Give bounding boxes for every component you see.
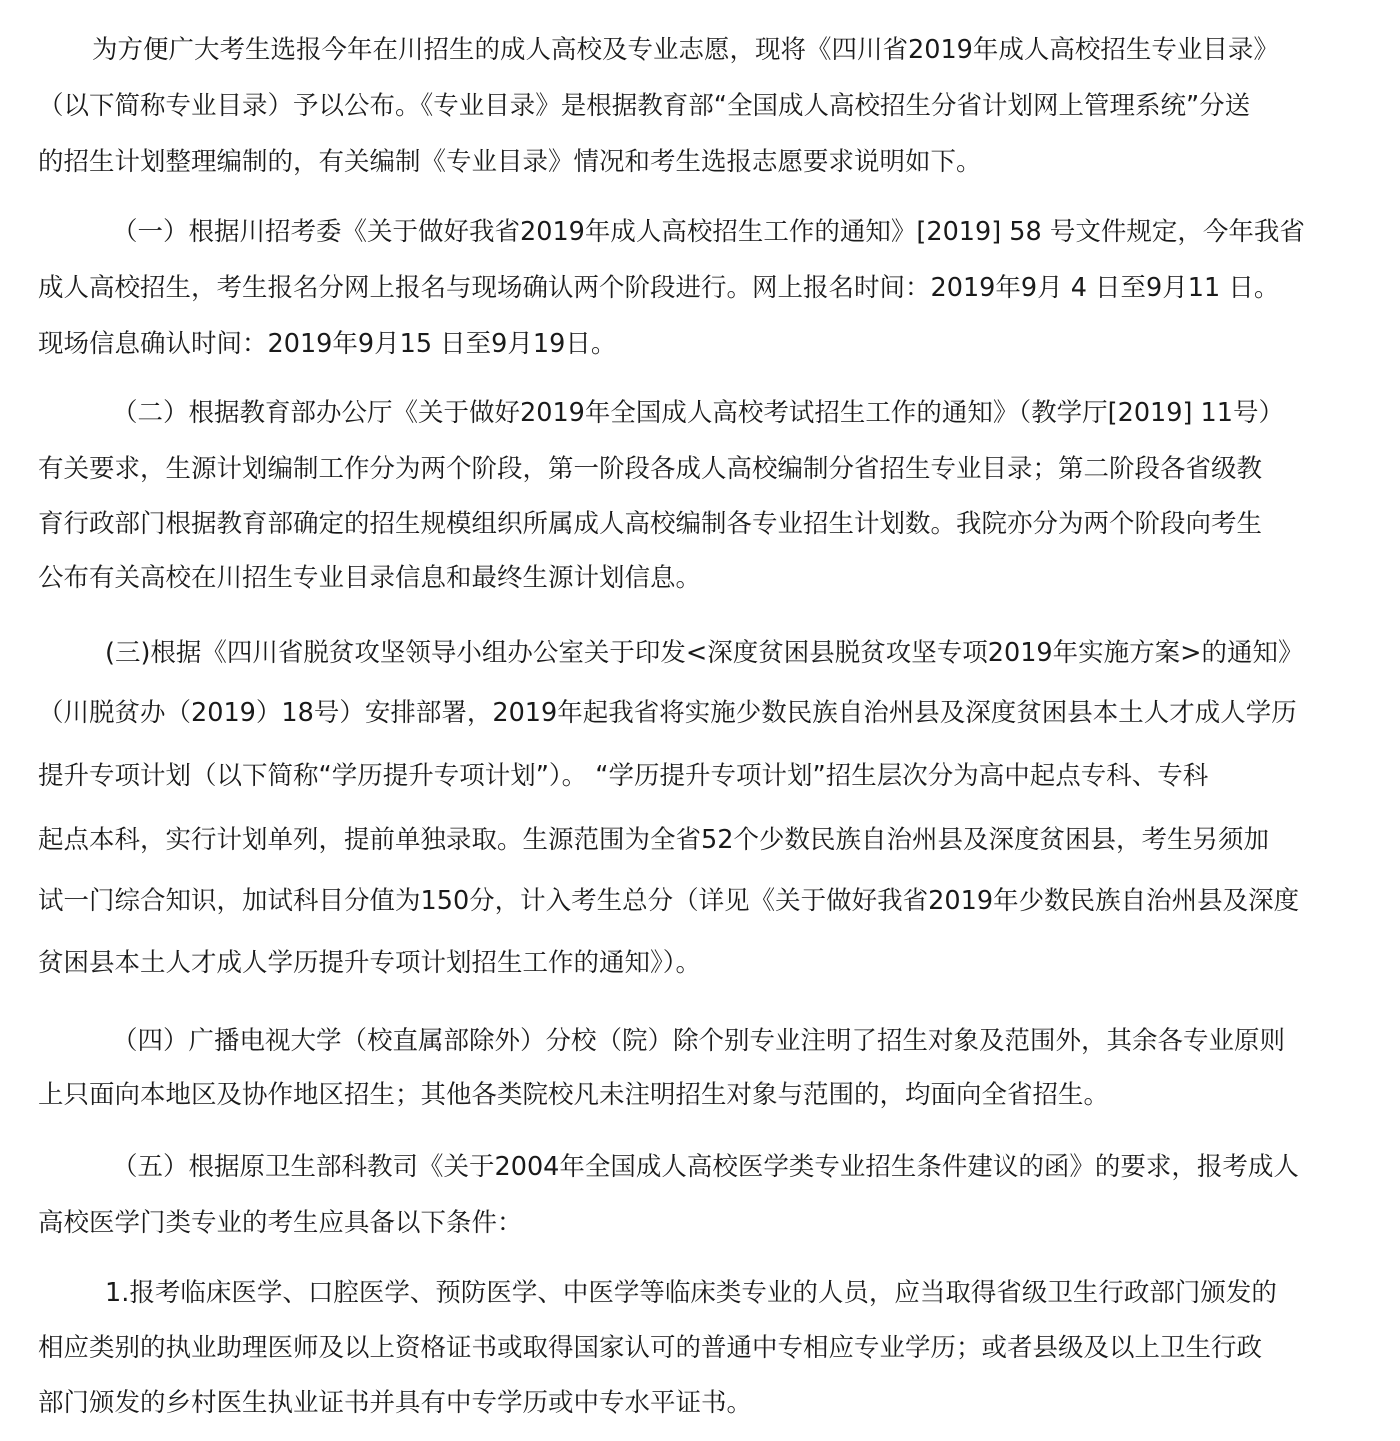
paragraph-7-line-1: 1.报考临床医学、口腔医学、预防医学、中医学等临床类专业的人员，应当取得省级卫生行政部门颁发的 [105, 1278, 1277, 1308]
paragraph-4-line-2: （川脱贫办（2019）18号）安排部署，2019年起我省将实施少数民族自治州县及深度贫困县本土人才成人学历 [38, 698, 1297, 728]
paragraph-2-line-2: 成人高校招生，考生报名分网上报名与现场确认两个阶段进行。网上报名时间：2019年9月 4 日至9月11 日。 [38, 273, 1280, 303]
paragraph-1-line-3: 的招生计划整理编制的，有关编制《专业目录》情况和考生选报志愿要求说明如下。 [38, 147, 982, 177]
paragraph-5-line-2: 上只面向本地区及协作地区招生；其他各类院校凡未注明招生对象与范围的，均面向全省招生。 [38, 1080, 1110, 1110]
paragraph-4-line-5: 试一门综合知识，加试科目分值为150分，计入考生总分（详见《关于做好我省2019年少数民族自治州县及深度 [38, 886, 1300, 916]
paragraph-3-line-2: 有关要求，生源计划编制工作分为两个阶段，第一阶段各成人高校编制分省招生专业目录；第二阶段各省级教 [38, 454, 1263, 484]
paragraph-3-line-3: 育行政部门根据教育部确定的招生规模组织所属成人高校编制各专业招生计划数。我院亦分为两个阶段向考生 [38, 509, 1263, 539]
paragraph-1-line-1: 为方便广大考生选报今年在川招生的成人高校及专业志愿，现将《四川省2019年成人高校招生专业目录》 [92, 35, 1279, 65]
paragraph-6-line-1: （五）根据原卫生部科教司《关于2004年全国成人高校医学类专业招生条件建议的函》的要求，报考成人 [112, 1152, 1299, 1182]
paragraph-4-line-6: 贫困县本土人才成人学历提升专项计划招生工作的通知》）。 [38, 948, 702, 978]
paragraph-3-line-1: （二）根据教育部办公厅《关于做好2019年全国成人高校考试招生工作的通知》（教学厅[2019] 11号） [112, 398, 1284, 428]
paragraph-7-line-2: 相应类别的执业助理医师及以上资格证书或取得国家认可的普通中专相应专业学历；或者县级及以上卫生行政 [38, 1333, 1263, 1363]
paragraph-4-line-1: (三)根据《四川省脱贫攻坚领导小组办公室关于印发<深度贫困县脱贫攻坚专项2019年实施方案>的通知》 [105, 638, 1304, 668]
paragraph-4-line-3: 提升专项计划（以下简称“学历提升专项计划”）。 “学历提升专项计划”招生层次分为高中起点专科、专科 [38, 761, 1209, 791]
paragraph-1-line-2: （以下简称专业目录）予以公布。《专业目录》是根据教育部“全国成人高校招生分省计划网上管理系统”分送 [38, 91, 1251, 121]
paragraph-2-line-3: 现场信息确认时间：2019年9月15 日至9月19日。 [38, 329, 617, 359]
paragraph-4-line-4: 起点本科，实行计划单列，提前单独录取。生源范围为全省52个少数民族自治州县及深度贫困县，考生另须加 [38, 825, 1269, 855]
paragraph-6-line-2: 高校医学门类专业的考生应具备以下条件： [38, 1208, 523, 1238]
paragraph-2-line-1: （一）根据川招考委《关于做好我省2019年成人高校招生工作的通知》[2019] 58 号文件规定，今年我省 [112, 217, 1305, 247]
paragraph-5-line-1: （四）广播电视大学（校直属部除外）分校（院）除个别专业注明了招生对象及范围外，其余各专业原则 [112, 1026, 1286, 1056]
paragraph-7-line-3: 部门颁发的乡村医生执业证书并具有中专学历或中专水平证书。 [38, 1388, 753, 1418]
paragraph-3-line-4: 公布有关高校在川招生专业目录信息和最终生源计划信息。 [38, 563, 702, 593]
